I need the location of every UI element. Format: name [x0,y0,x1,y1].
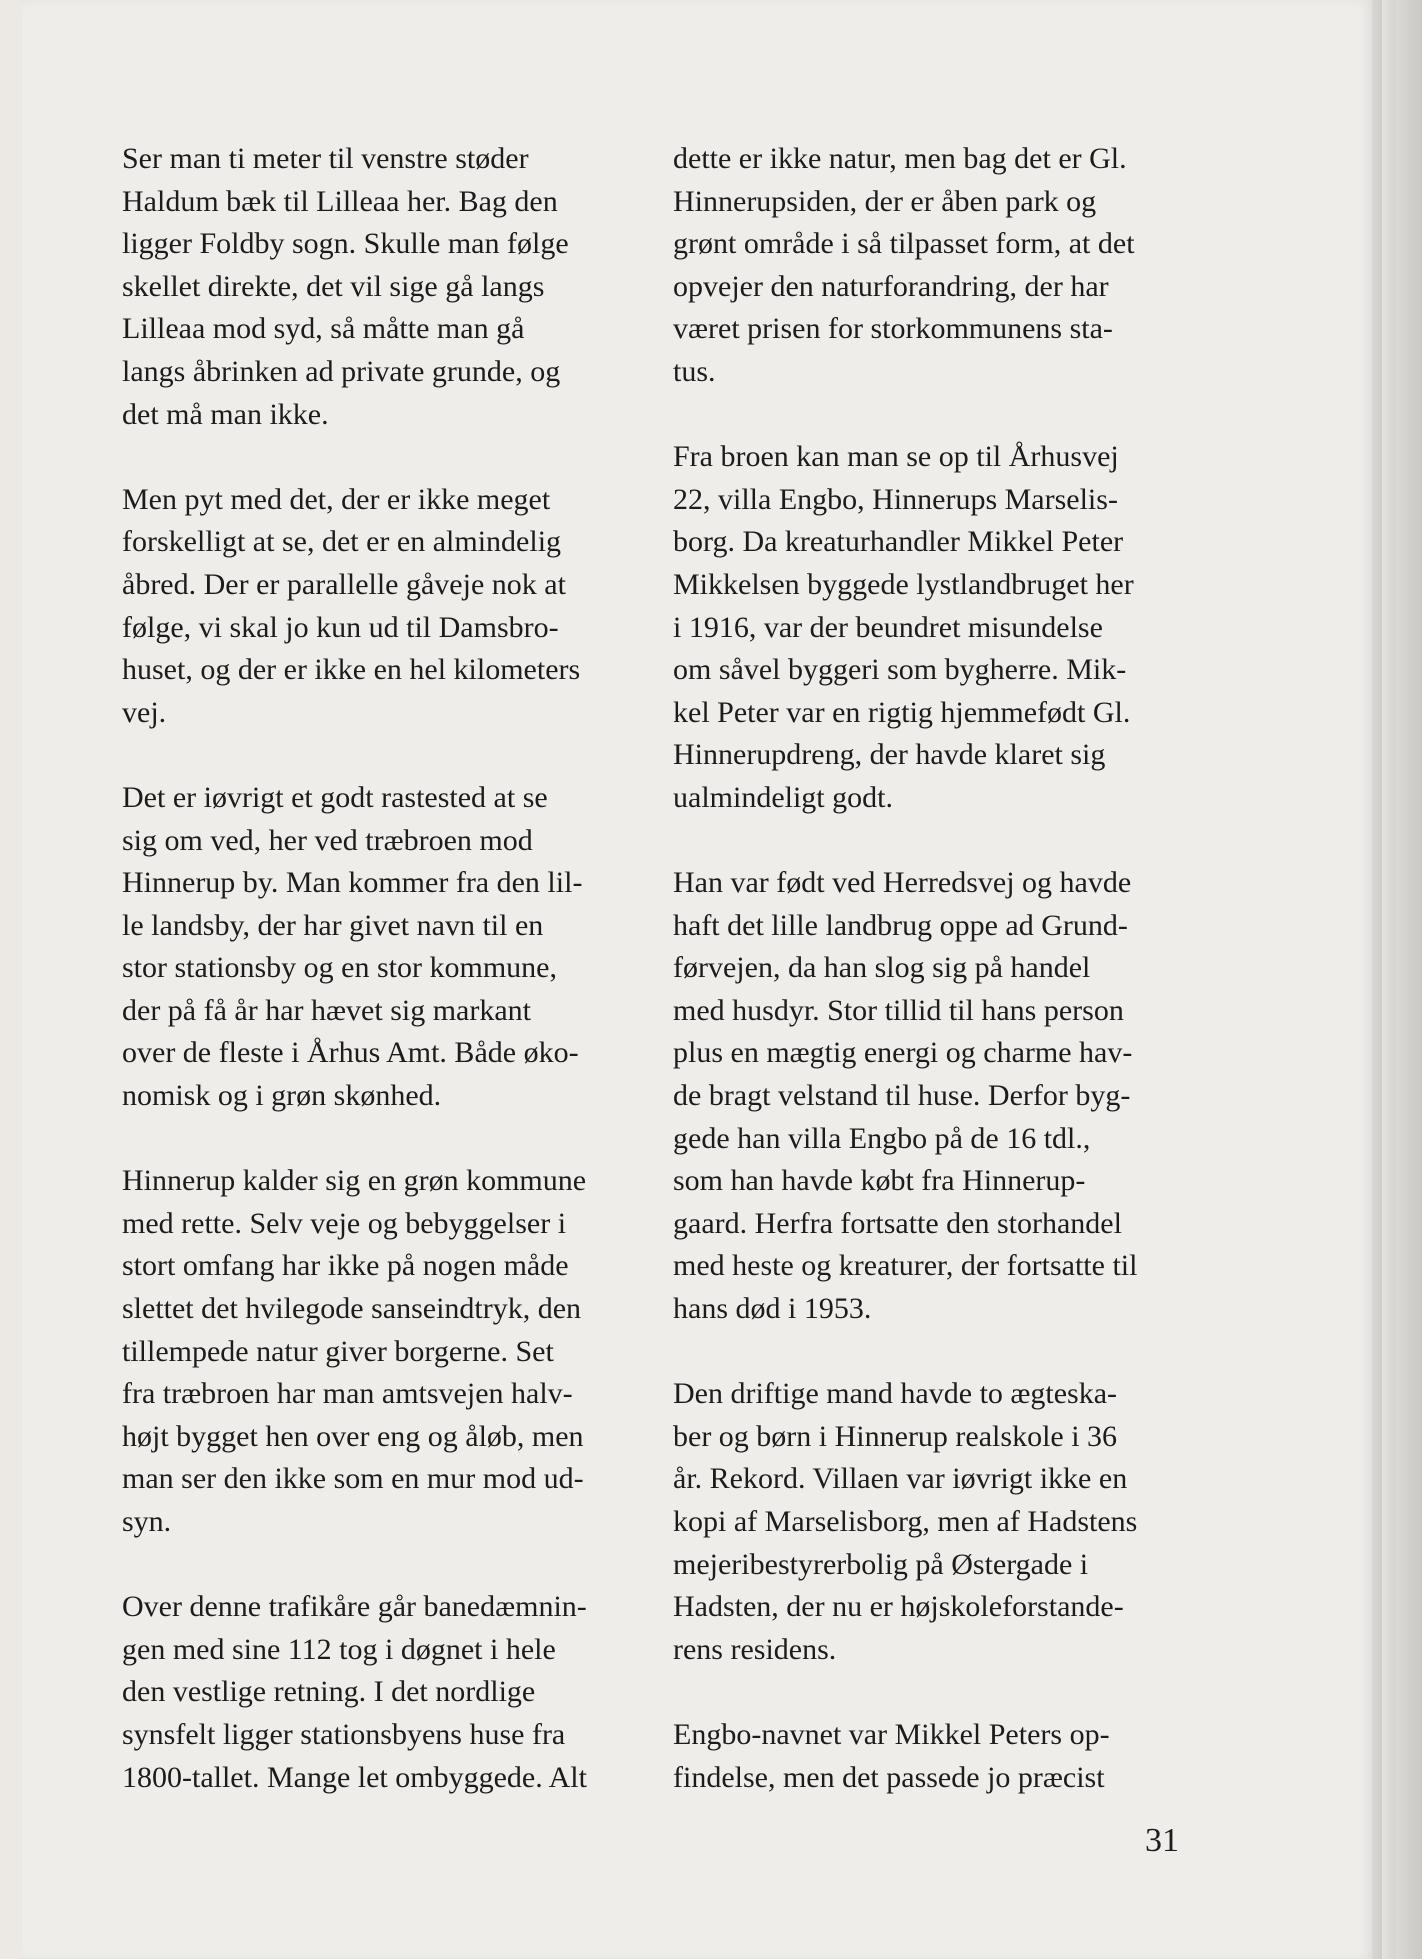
paragraph [122,1586,642,1799]
text-line: dette er ikke natur, men bag det er Gl. [673,142,1127,175]
text-line: Hinnerupsiden, der er åben park og [673,184,1097,218]
text-line: med rette. Selv veje og bebyggelser i [122,1206,567,1240]
text-line: Hinnerup by. Man kommer fra den lil- [122,866,583,900]
text-line: med heste og kreaturer, der fortsatte til [673,1249,1138,1283]
text-line: findelse, men det passede jo præcist [673,1760,1105,1794]
text-line: Hinnerup kalder sig en grøn kommune [122,1164,587,1198]
page-number: 31 [1145,1822,1179,1859]
paragraph [673,138,1193,394]
text-line: i 1916, var der beundret misundelse [673,610,1103,644]
page-edge [1396,0,1422,1959]
text-line: med husdyr. Stor tillid til hans person [673,993,1124,1027]
paragraph [122,138,642,436]
text-line: tillempede natur giver borgerne. Set [122,1334,554,1368]
text-line: år. Rekord. Villaen var iøvrigt ikke en [673,1462,1128,1496]
page-edge [1372,0,1382,1959]
page-edge [1382,0,1396,1959]
text-line: 22, villa Engbo, Hinnerups Marselis- [673,482,1118,516]
text-line: Det er iøvrigt et godt rastested at se [122,780,548,814]
text-line: tus. [673,354,716,388]
text-line: der på få år har hævet sig markant [122,993,531,1027]
text-line: skellet direkte, det vil sige gå langs [122,269,545,303]
text-line: været prisen for storkommunens sta- [673,312,1113,346]
text-line: grønt område i så tilpasset form, at det [673,227,1135,261]
text-line: stort omfang har ikke på nogen måde [122,1249,569,1283]
text-line: Men pyt med det, der er ikke meget [122,482,551,516]
text-line: 1800-tallet. Mange let ombyggede. Alt [122,1760,587,1794]
text-line: gen med sine 112 tog i døgnet i hele [122,1632,556,1666]
paragraph [673,862,1193,1331]
text-line: Hadsten, der nu er højskoleforstande- [673,1590,1124,1624]
text-line: Han var født ved Herredsvej og havde [673,866,1132,900]
text-line: Fra broen kan man se op til Århusvej [673,440,1119,474]
text-line: Mikkelsen byggede lystlandbruget her [673,567,1134,601]
text-line: Over denne trafikåre går banedæmnin- [122,1590,587,1624]
text-line: den vestlige retning. I det nordlige [122,1675,536,1709]
text-line: ber og børn i Hinnerup realskole i 36 [673,1419,1118,1453]
text-line: kopi af Marselisborg, men af Hadstens [673,1505,1138,1538]
text-line: ligger Foldby sogn. Skulle man følge [122,227,569,261]
text-line: slettet det hvilegode sanseindtryk, den [122,1292,582,1326]
text-line: Ser man ti meter til venstre støder [122,142,529,175]
text-line: kel Peter var en rigtig hjemmefødt Gl. [673,695,1131,729]
text-line: forskelligt at se, det er en almindelig [122,525,562,559]
text-line: gede han villa Engbo på de 16 tdl., [673,1121,1091,1155]
text-line: sig om ved, her ved træbroen mod [122,823,533,857]
text-line: Engbo-navnet var Mikkel Peters op- [673,1717,1110,1751]
text-line: man ser den ikke som en mur mod ud- [122,1462,584,1496]
text-line: borg. Da kreaturhandler Mikkel Peter [673,525,1124,559]
paragraph [122,1160,642,1543]
paragraph [673,1373,1193,1671]
text-line: langs åbrinken ad private grunde, og [122,354,561,388]
text-line: førvejen, da han slog sig på handel [673,951,1091,985]
text-line: stor stationsby og en stor kommune, [122,951,557,985]
text-line: opvejer den naturforandring, der har [673,269,1109,303]
text-line: Haldum bæk til Lilleaa her. Bag den [122,184,558,218]
text-line: følge, vi skal jo kun ud til Damsbro- [122,610,559,644]
paragraph [673,1714,1193,1799]
paragraph [122,479,642,735]
text-line: som han havde købt fra Hinnerup- [673,1164,1086,1198]
left-text-column [122,138,642,1842]
text-line: huset, og der er ikke en hel kilometers [122,653,581,687]
text-line: plus en mægtig energi og charme hav- [673,1036,1133,1070]
text-line: synsfelt ligger stationsbyens huse fra [122,1717,566,1751]
text-line: rens residens. [673,1632,837,1666]
text-line: Hinnerupdreng, der havde klaret sig [673,738,1106,772]
text-line: vej. [122,695,167,729]
paragraph [122,777,642,1118]
right-text-column [673,138,1193,1842]
text-line: Den driftige mand havde to ægteska- [673,1377,1118,1411]
text-line: de bragt velstand til huse. Derfor byg- [673,1079,1131,1113]
text-line: mejeribestyrerbolig på Østergade i [673,1547,1089,1581]
text-line: fra træbroen har man amtsvejen halv- [122,1377,573,1411]
text-line: Lilleaa mod syd, så måtte man gå [122,312,525,346]
text-line: om såvel byggeri som bygherre. Mik- [673,653,1127,687]
text-line: højt bygget hen over eng og åløb, men [122,1419,584,1453]
text-line: gaard. Herfra fortsatte den storhandel [673,1206,1122,1240]
text-line: nomisk og i grøn skønhed. [122,1079,442,1113]
text-line: syn. [122,1505,172,1538]
paragraph [673,436,1193,819]
text-line: ualmindeligt godt. [673,780,893,814]
text-line: haft det lille landbrug oppe ad Grund- [673,908,1128,942]
text-line: le landsby, der har givet navn til en [122,908,544,942]
text-line: åbred. Der er parallelle gåveje nok at [122,567,566,601]
text-line: hans død i 1953. [673,1292,872,1326]
text-line: det må man ikke. [122,397,329,431]
text-line: over de fleste i Århus Amt. Både øko- [122,1036,579,1070]
